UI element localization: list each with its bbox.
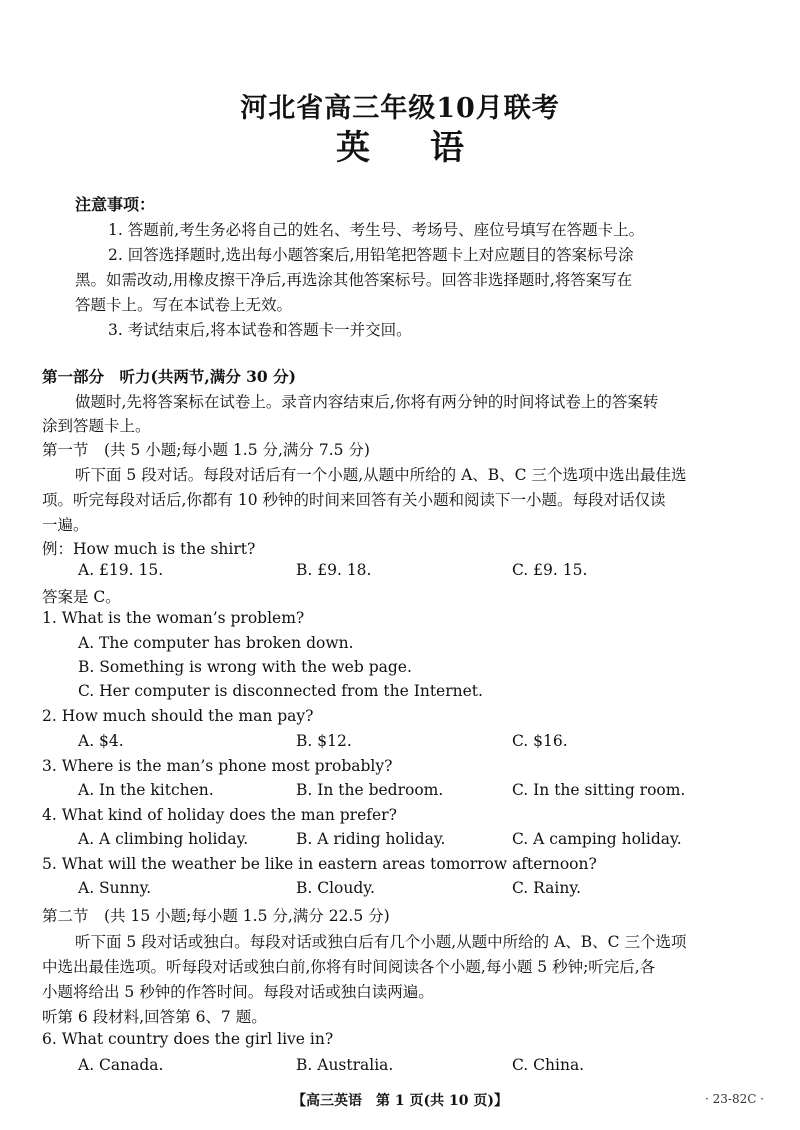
notice-line-2b: 黑。如需改动,用橡皮擦干净后,再选涂其他答案标号。回答非选择题时,将答案写在 — [75, 271, 633, 289]
question-2-option-b: B. $12. — [296, 732, 352, 750]
exam-title: 河北省高三年级10月联考 — [240, 93, 560, 124]
question-5: 5. What will the weather be like in eastern areas tomorrow afternoon? — [42, 855, 597, 873]
page-footer: 【高三英语 第 1 页(共 10 页)】 — [292, 1093, 508, 1109]
part1-intro-b: 涂到答题卡上。 — [42, 417, 151, 435]
example-option-b: B. £9. 18. — [296, 561, 372, 579]
question-3-option-a: A. In the kitchen. — [78, 781, 214, 799]
notice-line-2c: 答题卡上。写在本试卷上无效。 — [75, 296, 293, 314]
question-4-option-a: A. A climbing holiday. — [78, 830, 249, 848]
section2-title: 第二节 (共 15 小题;每小题 1.5 分,满分 22.5 分) — [42, 907, 390, 925]
question-4-option-b: B. A riding holiday. — [296, 830, 446, 848]
question-5-option-c: C. Rainy. — [512, 879, 581, 897]
notice-line-1: 1. 答题前,考生务必将自己的姓名、考生号、考场号、座位号填写在答题卡上。 — [108, 221, 645, 239]
question-2-option-c: C. $16. — [512, 732, 568, 750]
section2-instr-b: 中选出最佳选项。听每段对话或独白前,你将有时间阅读各个小题,每小题 5 秒钟;听完后,各 — [42, 958, 656, 976]
example-option-a: A. £19. 15. — [78, 561, 164, 579]
example-question: 例：How much is the shirt? — [42, 540, 256, 558]
part1-title: 第一部分 听力(共两节,满分 30 分) — [42, 367, 296, 386]
question-2: 2. How much should the man pay? — [42, 707, 314, 725]
section1-instr-a: 听下面 5 段对话。每段对话后有一个小题,从题中所给的 A、B、C 三个选项中选出最佳选 — [75, 466, 687, 484]
question-6: 6. What country does the girl live in? — [42, 1030, 334, 1048]
section1-instr-c: 一遍。 — [42, 516, 89, 534]
paper-code: · 23-82C · — [705, 1092, 765, 1106]
question-5-option-a: A. Sunny. — [78, 879, 152, 897]
subject-char-a: 英 — [336, 128, 370, 168]
question-3: 3. Where is the man’s phone most probably? — [42, 757, 393, 775]
notice-heading: 注意事项： — [75, 195, 156, 214]
section1-instr-b: 项。听完每段对话后,你都有 10 秒钟的时间来回答有关小题和阅读下一小题。每段对话仅读 — [42, 491, 666, 509]
question-2-option-a: A. $4. — [78, 732, 124, 750]
question-6-option-a: A. Canada. — [78, 1056, 164, 1074]
section2-instr-a: 听下面 5 段对话或独白。每段对话或独白后有几个小题,从题中所给的 A、B、C 三个选项 — [75, 933, 687, 951]
question-1-option-a: A. The computer has broken down. — [78, 634, 354, 652]
question-4: 4. What kind of holiday does the man prefer? — [42, 806, 397, 824]
question-6-option-b: B. Australia. — [296, 1056, 394, 1074]
example-answer: 答案是 C。 — [42, 588, 121, 606]
subject-char-b: 语 — [430, 128, 464, 168]
question-1-option-c: C. Her computer is disconnected from the Internet. — [78, 682, 483, 700]
example-option-c: C. £9. 15. — [512, 561, 588, 579]
part1-intro-a: 做题时,先将答案标在试卷上。录音内容结束后,你将有两分钟的时间将试卷上的答案转 — [75, 393, 659, 411]
section2-instr-d: 听第 6 段材料,回答第 6、7 题。 — [42, 1008, 267, 1026]
question-1: 1. What is the woman’s problem? — [42, 609, 305, 627]
notice-line-3: 3. 考试结束后,将本试卷和答题卡一并交回。 — [108, 321, 412, 339]
section1-title: 第一节 (共 5 小题;每小题 1.5 分,满分 7.5 分) — [42, 441, 370, 459]
notice-line-2a: 2. 回答选择题时,选出每小题答案后,用铅笔把答题卡上对应题目的答案标号涂 — [108, 246, 634, 264]
question-4-option-c: C. A camping holiday. — [512, 830, 682, 848]
question-6-option-c: C. China. — [512, 1056, 585, 1074]
section2-instr-c: 小题将给出 5 秒钟的作答时间。每段对话或独白读两遍。 — [42, 983, 434, 1001]
question-3-option-c: C. In the sitting room. — [512, 781, 686, 799]
subject-title — [0, 120, 800, 169]
question-3-option-b: B. In the bedroom. — [296, 781, 444, 799]
question-5-option-b: B. Cloudy. — [296, 879, 375, 897]
question-1-option-b: B. Something is wrong with the web page. — [78, 658, 412, 676]
